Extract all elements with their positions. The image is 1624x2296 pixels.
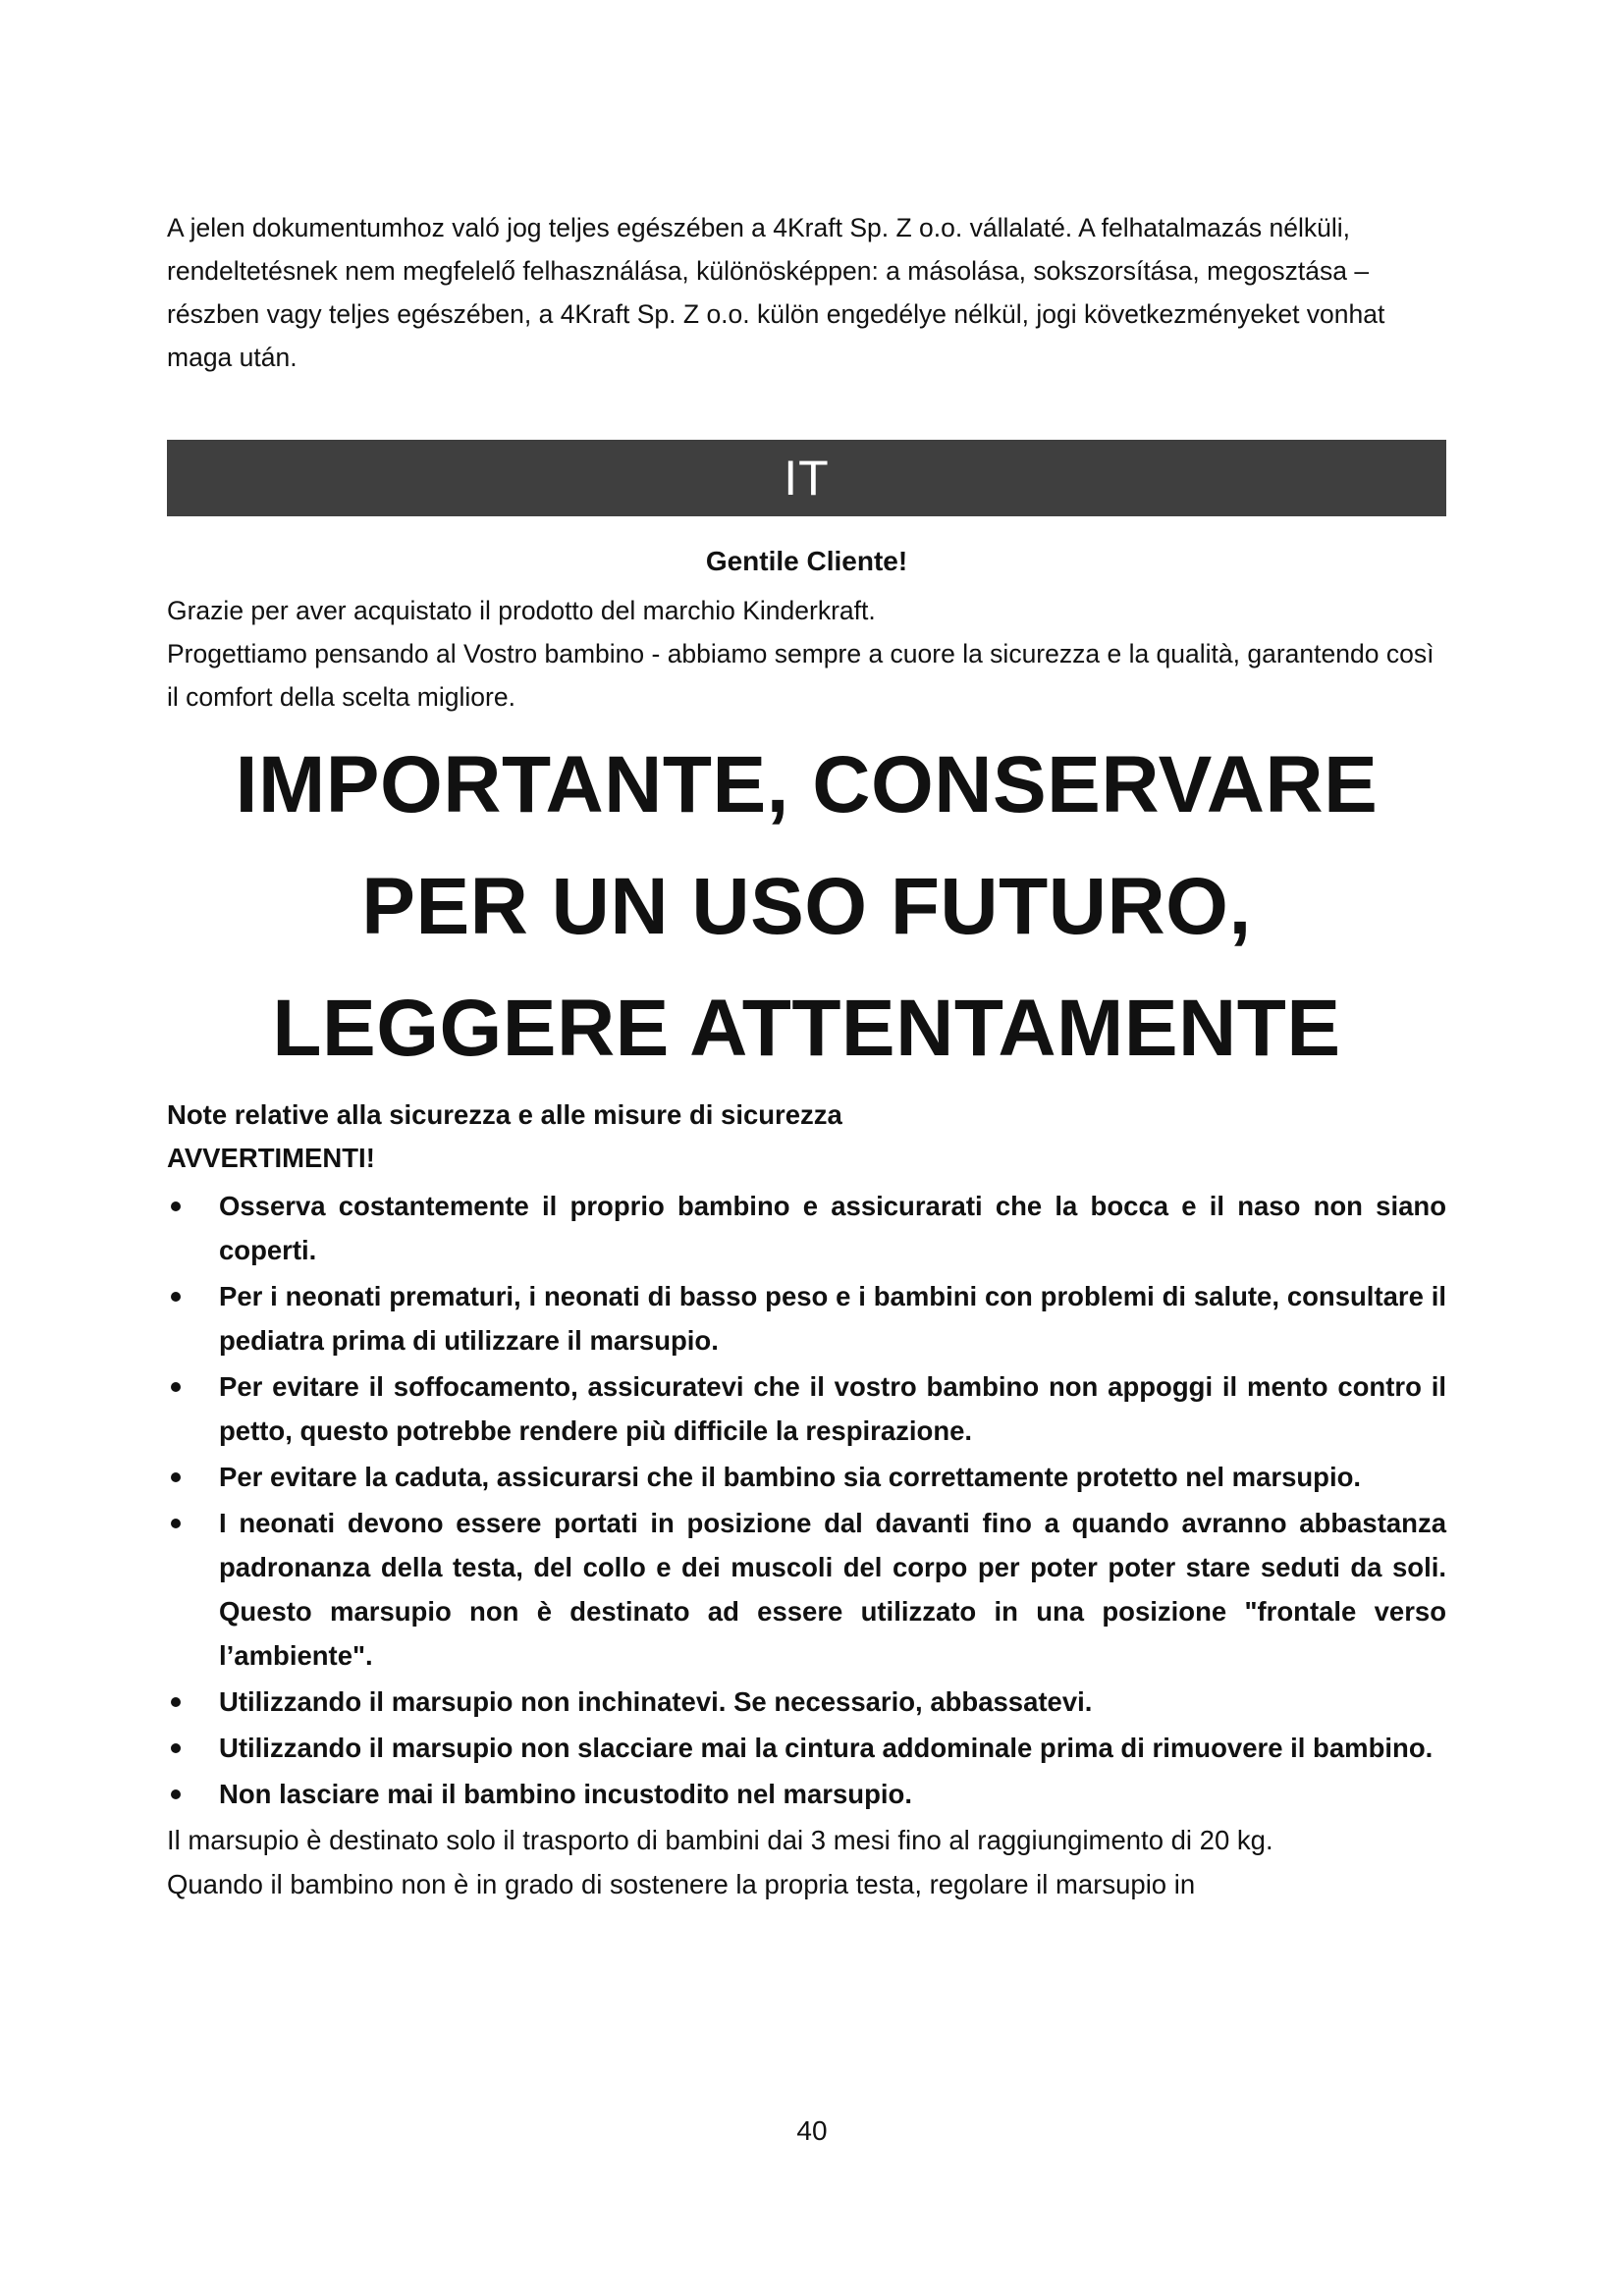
language-code: IT (784, 451, 830, 506)
warning-item (167, 1680, 1446, 1724)
copyright-notice-hu: A jelen dokumentumhoz való jog teljes egészében a 4Kraft Sp. Z o.o. vállalaté. A felhatalmazás nélküli, rendeltetésnek nem megfelelő felhasználása, különösképpen: a másolása, sokszorsítása, megosztása – részben vagy teljes egészében, a 4Kraft Sp. Z o.o. külön engedélye nélkül, jogi következményeket vonhat maga után. (167, 213, 1385, 372)
page-number: 40 (796, 2115, 828, 2146)
warning-text: Utilizzando il marsupio non inchinatevi. Se necessario, abbassatevi. (219, 1686, 1093, 1717)
warning-item (167, 1501, 1446, 1678)
warnings-list (167, 1184, 1446, 1816)
bullet-icon (171, 1201, 181, 1211)
thanks-paragraph: Grazie per aver acquistato il prodotto del marchio Kinderkraft. (167, 596, 876, 625)
safety-notes-title: Note relative alla sicurezza e alle misure di sicurezza (167, 1099, 842, 1130)
warning-text: Per evitare il soffocamento, assicuratevi che il vostro bambino non appoggi il mento contro il petto, questo potrebbe rendere più difficile la respirazione. (219, 1371, 1446, 1446)
warnings-title: AVVERTIMENTI! (167, 1143, 375, 1173)
bullet-icon (171, 1743, 181, 1753)
age-range-note: Il marsupio è destinato solo il trasporto di bambini dai 3 mesi fino al raggiungimento di 20 kg. (167, 1825, 1273, 1855)
design-statement: Progettiamo pensando al Vostro bambino - abbiamo sempre a cuore la sicurezza e la qualità, garantendo così il comfort della scelta migliore. (167, 639, 1435, 712)
head-support-note: Quando il bambino non è in grado di sostenere la propria testa, regolare il marsupio in (167, 1869, 1196, 1899)
warning-item (167, 1455, 1446, 1499)
warning-item (167, 1184, 1446, 1272)
bullet-icon (171, 1789, 181, 1799)
bullet-icon (171, 1472, 181, 1482)
bullet-icon (171, 1519, 181, 1528)
warning-item (167, 1726, 1446, 1770)
warning-item (167, 1772, 1446, 1816)
warning-item (167, 1364, 1446, 1453)
warning-item (167, 1274, 1446, 1362)
warning-text: Non lasciare mai il bambino incustodito nel marsupio. (219, 1779, 912, 1809)
warning-text: I neonati devono essere portati in posizione dal davanti fino a quando avranno abbastanza padronanza della testa, del collo e dei muscoli del corpo per poter poter stare seduti da soli. Questo marsupio non è destinato ad essere utilizzato in una posizione "frontale verso l’ambiente". (219, 1508, 1446, 1671)
bullet-icon (171, 1292, 181, 1302)
warning-text: Per evitare la caduta, assicurarsi che il bambino sia correttamente protetto nel marsupio. (219, 1462, 1362, 1492)
warning-text: Osserva costantemente il proprio bambino e assicurarati che la bocca e il naso non siano coperti. (219, 1191, 1446, 1265)
warning-text: Per i neonati prematuri, i neonati di basso peso e i bambini con problemi di salute, consultare il pediatra prima di utilizzare il marsupio. (219, 1281, 1446, 1356)
important-headline: IMPORTANTE, CONSERVARE PER UN USO FUTURO, LEGGERE ATTENTAMENTE (235, 740, 1379, 1073)
warning-text: Utilizzando il marsupio non slacciare mai la cintura addominale prima di rimuovere il bambino. (219, 1733, 1434, 1763)
manual-page (167, 206, 1446, 1906)
bullet-icon (171, 1382, 181, 1392)
language-section-header (167, 440, 1446, 516)
bullet-icon (171, 1697, 181, 1707)
greeting: Gentile Cliente! (705, 546, 908, 576)
